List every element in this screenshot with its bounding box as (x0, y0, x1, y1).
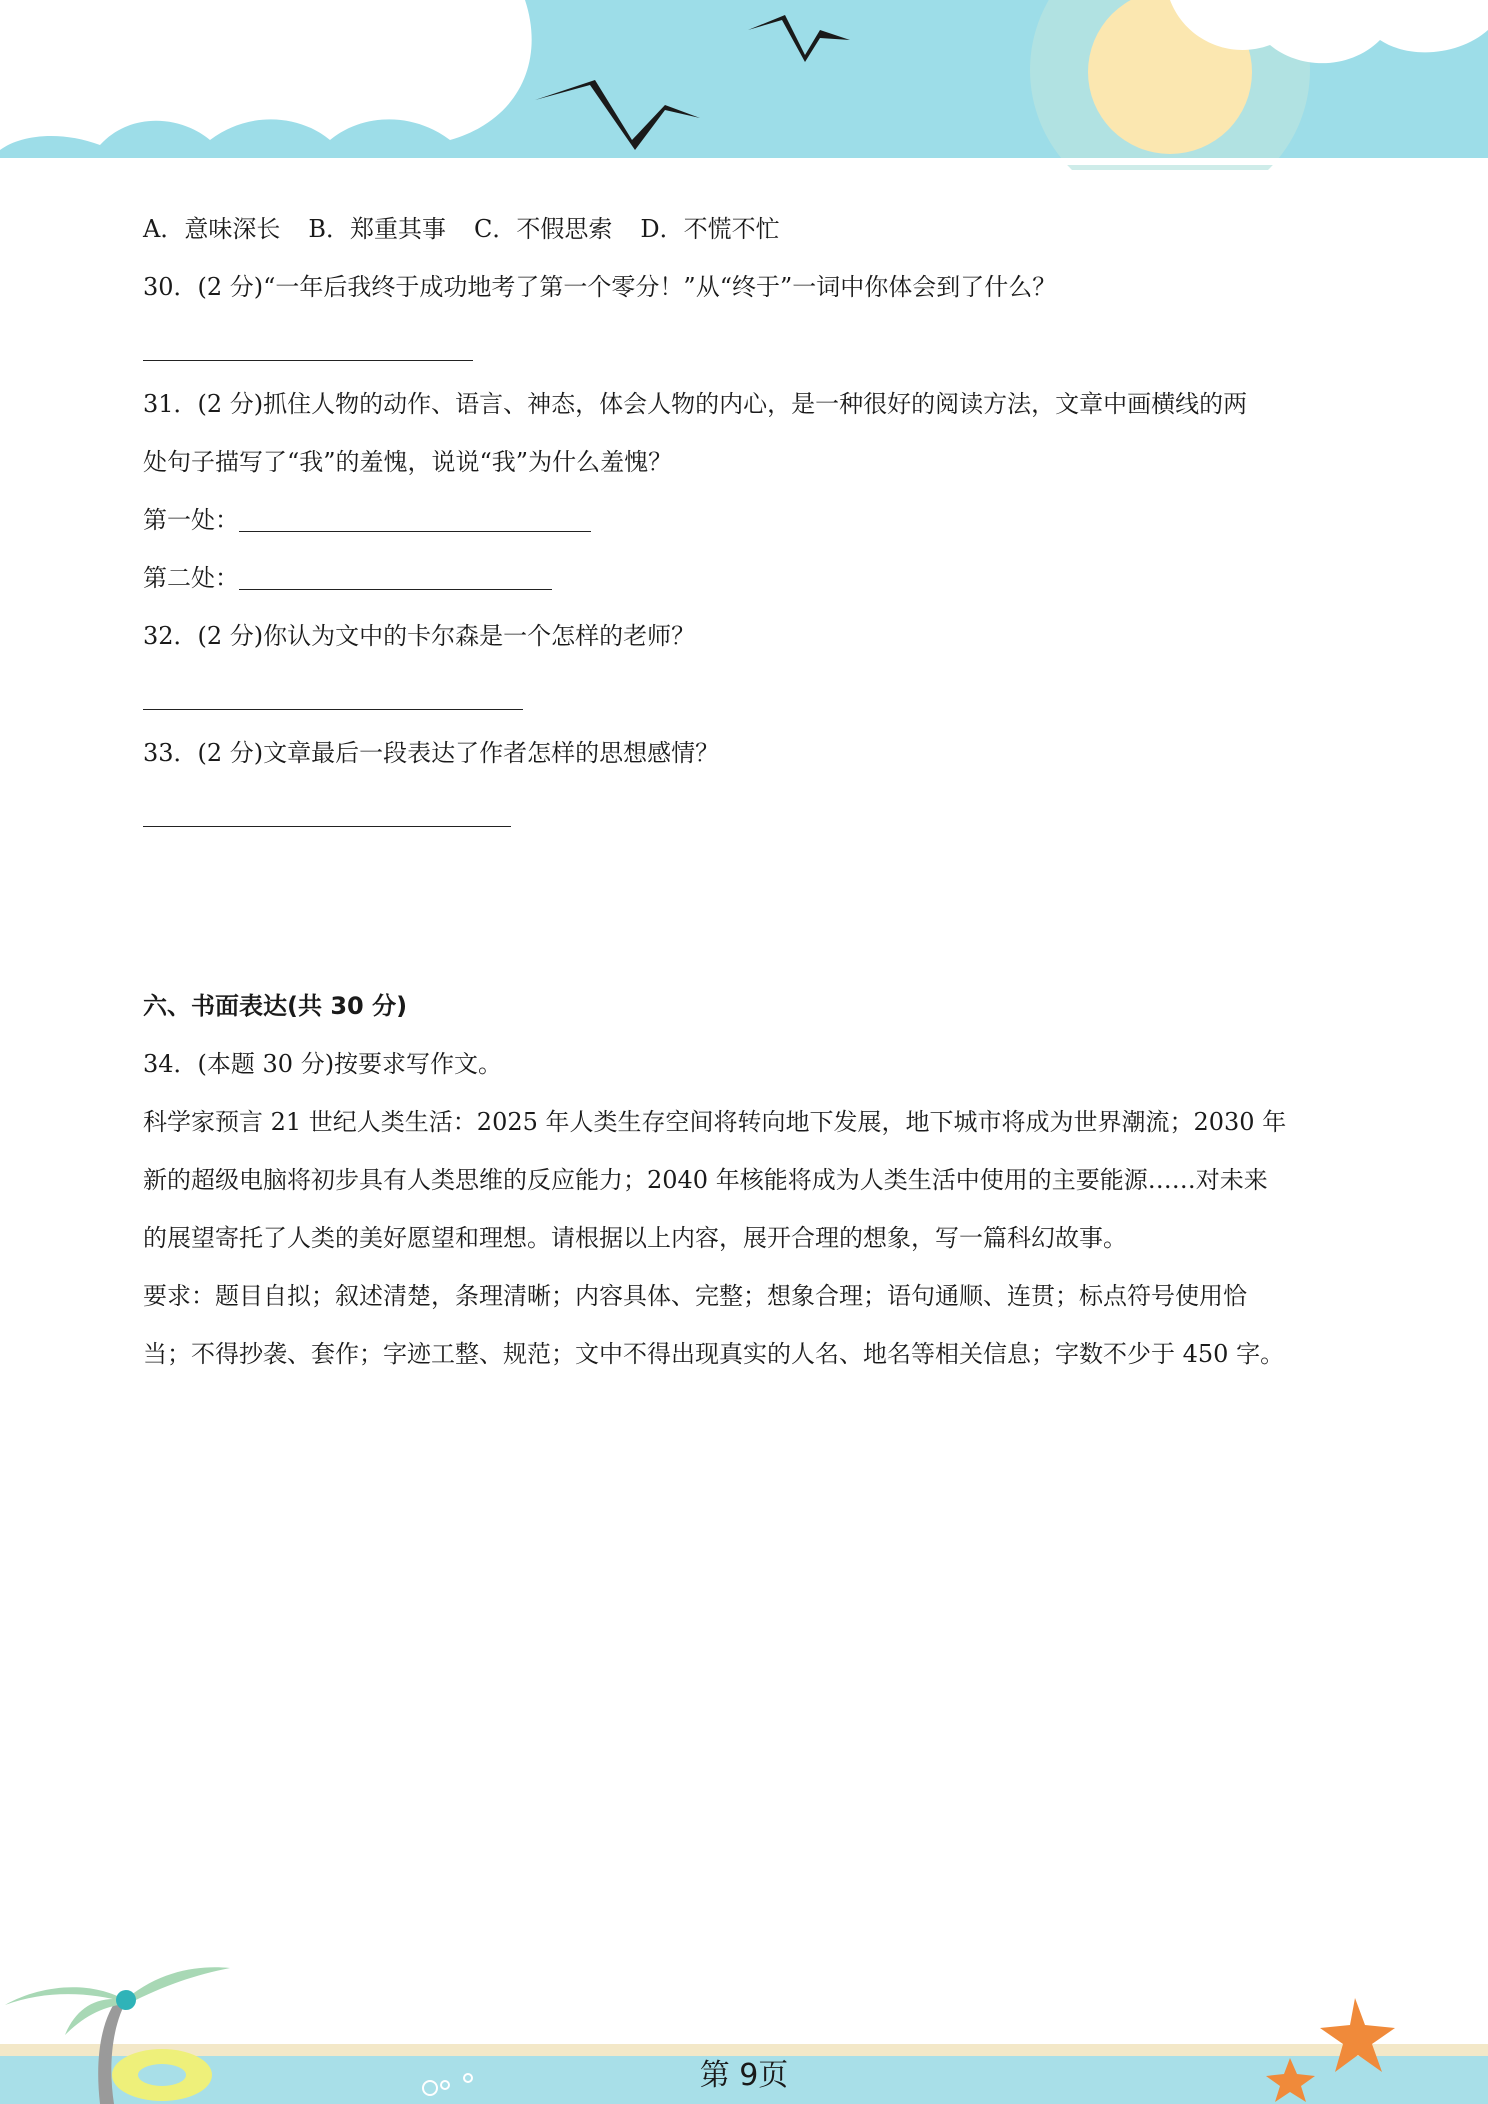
question-33: 33．(2 分)文章最后一段表达了作者怎样的思想感情？ (143, 739, 720, 767)
answer-blank-32[interactable] (143, 665, 523, 710)
section-6-title: 六、书面表达(共 30 分) (143, 992, 408, 1020)
question-34-line2: 新的超级电脑将初步具有人类思维的反应能力；2040 年核能将成为人类生活中使用的主要能源……对未来 (143, 1166, 1268, 1194)
header-banner (0, 0, 1488, 170)
first-label: 第一处： (143, 506, 239, 534)
question-34-title: 34．(本题 30 分)按要求写作文。 (143, 1050, 503, 1078)
answer-blank-31-second[interactable] (239, 561, 552, 590)
page-number: 第 9页 (699, 2058, 789, 2093)
question-34-line1: 科学家预言 21 世纪人类生活：2025 年人类生存空间将转向地下发展，地下城市将成为世界潮流；2030 年 (143, 1108, 1287, 1136)
answer-blank-31-first[interactable] (239, 503, 591, 532)
page-content (143, 200, 1353, 1383)
option-b: B．郑重其事 (308, 215, 446, 243)
answer-31-second (143, 549, 1353, 607)
question-31-line1: 31．(2 分)抓住人物的动作、语言、神态，体会人物的内心，是一种很好的阅读方法，文章中画横线的两 (143, 390, 1248, 418)
question-32: 32．(2 分)你认为文中的卡尔森是一个怎样的老师？ (143, 622, 696, 650)
answer-blank-30[interactable] (143, 316, 473, 361)
coconut (116, 1990, 136, 2010)
option-d: D．不慌不忙 (640, 215, 780, 243)
answer-31-first (143, 491, 1353, 549)
palm-leaf (125, 1967, 230, 2004)
question-34-requirements-2: 当；不得抄袭、套作；字迹工整、规范；文中不得出现真实的人名、地名等相关信息；字数不少于 450 字。 (143, 1340, 1285, 1368)
question-34-requirements-1: 要求：题目自拟；叙述清楚，条理清晰；内容具体、完整；想象合理；语句通顺、连贯；标点符号使用恰 (143, 1282, 1247, 1310)
options-row (143, 200, 1353, 258)
question-31-line2: 处句子描写了“我”的羞愧，说说“我”为什么羞愧？ (143, 448, 673, 476)
question-34-line3: 的展望寄托了人类的美好愿望和理想。请根据以上内容，展开合理的想象，写一篇科幻故事。 (143, 1224, 1127, 1252)
option-a: A．意味深长 (143, 215, 281, 243)
question-30: 30．(2 分)“一年后我终于成功地考了第一个零分！”从“终于”一词中你体会到了什么？ (143, 273, 1057, 301)
second-label: 第二处： (143, 564, 239, 592)
option-c: C．不假思索 (473, 215, 613, 243)
answer-blank-33[interactable] (143, 782, 511, 827)
